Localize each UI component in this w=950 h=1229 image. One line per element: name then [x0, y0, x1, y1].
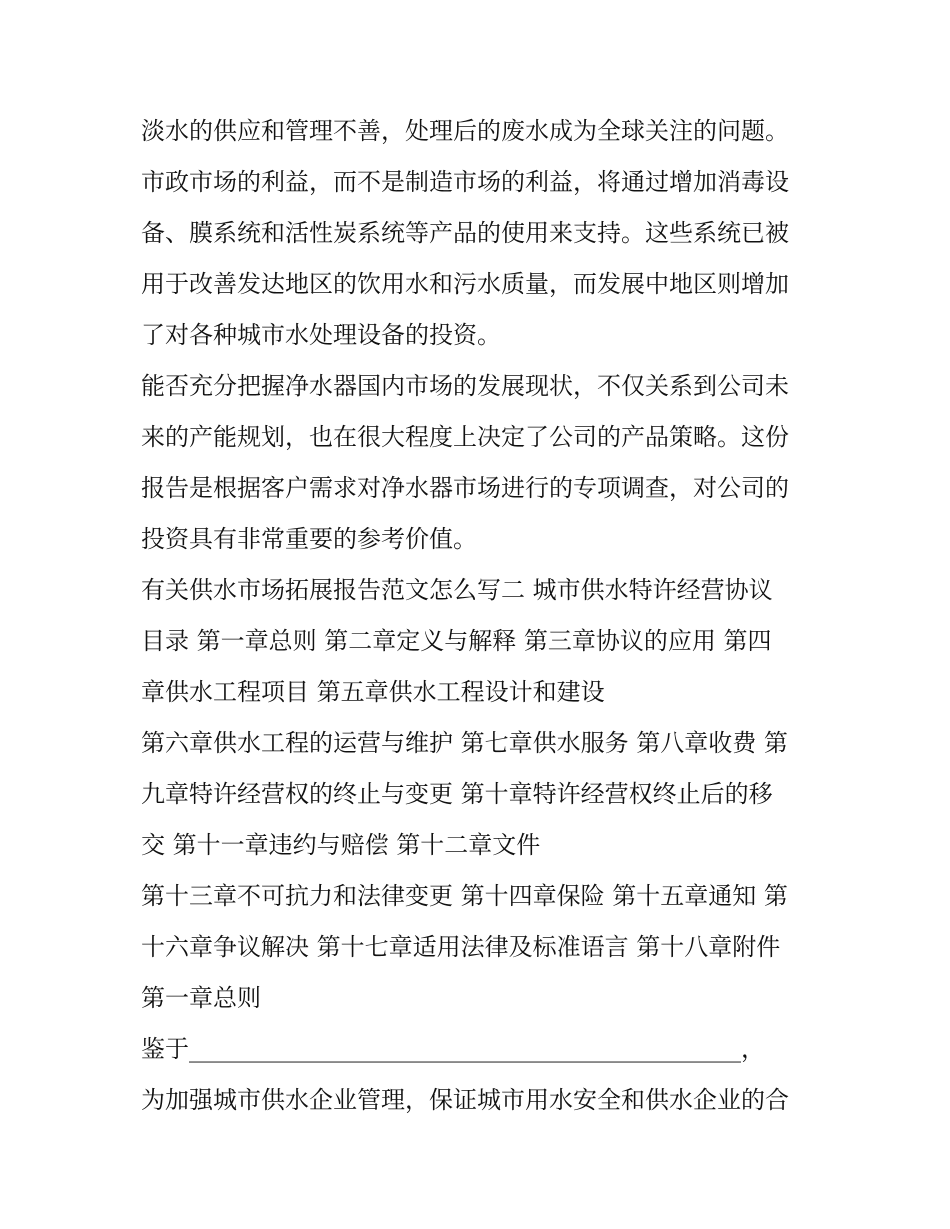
contents-line: 九章特许经营权的终止与变更 第十章特许经营权终止后的移 [141, 780, 773, 808]
contents-line: 第六章供水工程的运营与维护 第七章供水服务 第八章收费 第 [141, 729, 788, 757]
text-line: 用于改善发达地区的饮用水和污水质量，而发展中地区则增加 [141, 270, 789, 298]
contents-line: 十六章争议解决 第十七章适用法律及标准语言 第十八章附件 [141, 933, 781, 961]
text-line: 了对各种城市水处理设备的投资。 [141, 321, 501, 349]
text-line: 备、膜系统和活性炭系统等产品的使用来支持。这些系统已被 [141, 219, 789, 247]
contents-line: 第十三章不可抗力和法律变更 第十四章保险 第十五章通知 第 [141, 882, 788, 910]
text-line: 淡水的供应和管理不善，处理后的废水成为全球关注的问题。 [141, 117, 789, 145]
chapter-heading-line: 第一章总则 [141, 984, 261, 1012]
text-line: 投资具有非常重要的参考价值。 [141, 525, 477, 553]
contents-line: 交 第十一章违约与赔偿 第十二章文件 [141, 831, 541, 859]
text-line: 市政市场的利益，而不是制造市场的利益，将通过增加消毒设 [141, 168, 789, 196]
section-title-line: 有关供水市场拓展报告范文怎么写二 城市供水特许经营协议 [141, 576, 773, 604]
document-body [141, 106, 831, 1126]
text-line: 报告是根据客户需求对净水器市场进行的专项调查，对公司的 [141, 474, 789, 502]
blank-field-line: 鉴于______________________________________________， [141, 1035, 765, 1063]
text-line: 为加强城市供水企业管理，保证城市用水安全和供水企业的合 [141, 1086, 789, 1114]
contents-line: 目录 第一章总则 第二章定义与解释 第三章协议的应用 第四 [141, 627, 772, 655]
contents-line: 章供水工程项目 第五章供水工程设计和建设 [141, 678, 605, 706]
text-line: 来的产能规划，也在很大程度上决定了公司的产品策略。这份 [141, 423, 789, 451]
text-line: 能否充分把握净水器国内市场的发展现状，不仅关系到公司未 [141, 372, 789, 400]
